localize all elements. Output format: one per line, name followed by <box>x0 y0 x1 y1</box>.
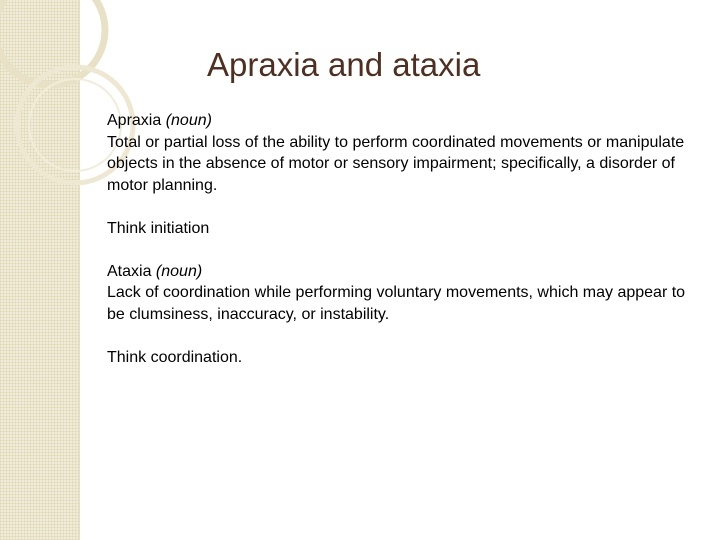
ataxia-definition: Lack of coordination while performing voluntary movements, which may appear to be clumsiness, inaccuracy, or instability. <box>107 284 686 323</box>
apraxia-note: Think initiation <box>107 219 210 237</box>
apraxia-heading <box>107 110 697 132</box>
apraxia-part-of-speech: (noun) <box>165 112 212 129</box>
decorative-side-strip <box>0 0 80 540</box>
ataxia-note: Think coordination. <box>107 348 243 366</box>
ataxia-part-of-speech: (noun) <box>155 262 203 280</box>
apraxia-definition: Total or partial loss of the ability to perform coordinated movements or manipulate objects in the absence of motor or sensory impairment; specifically, a disorder of motor planning. <box>107 133 685 194</box>
ataxia-heading <box>107 261 697 283</box>
apraxia-term: Apraxia <box>107 112 162 129</box>
slide-title: Apraxia and ataxia <box>207 46 481 83</box>
slide-body <box>107 110 697 368</box>
ataxia-term: Ataxia <box>107 262 152 280</box>
